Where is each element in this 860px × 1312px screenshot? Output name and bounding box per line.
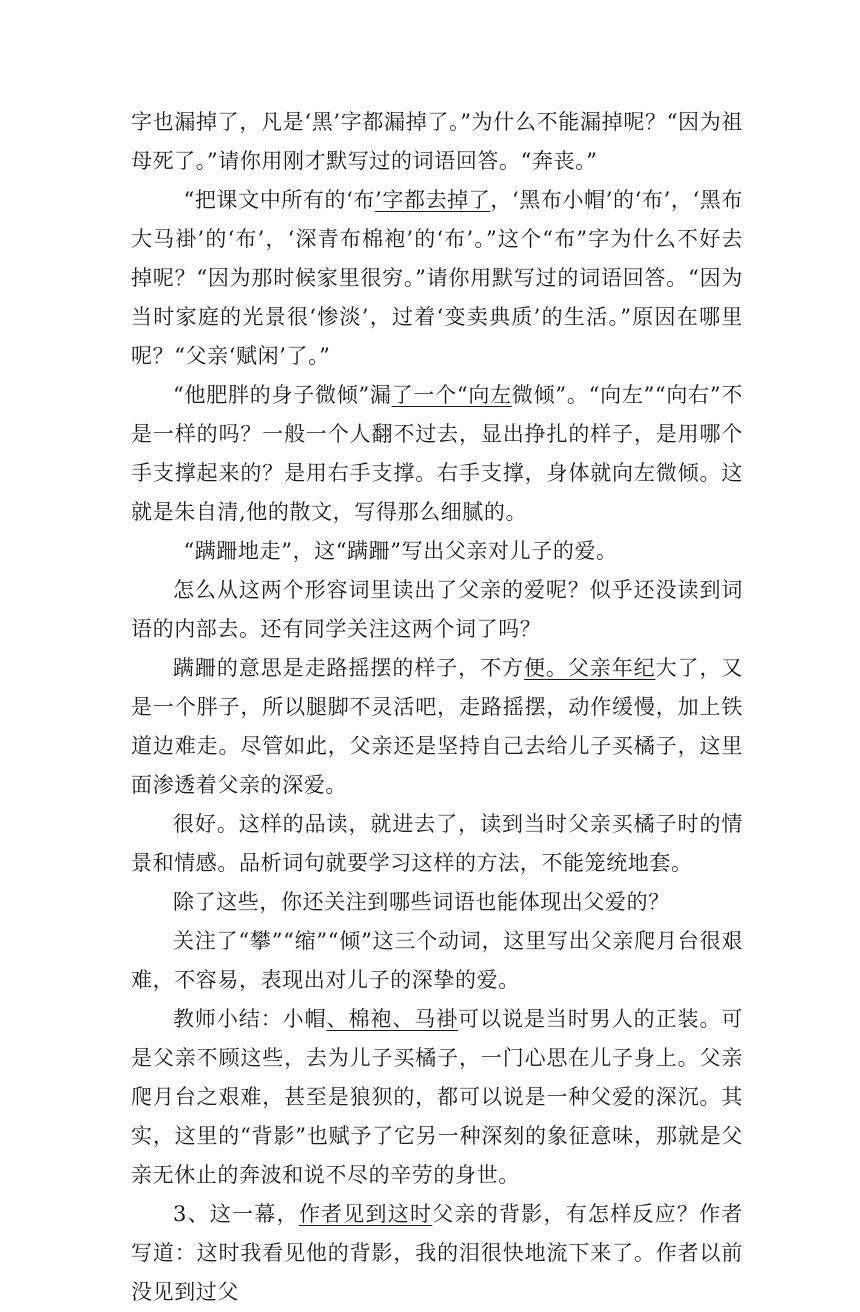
paragraph-text: 关注了“攀”“缩”“倾”这三个动词，这里写出父亲爬月台很艰难，不容易，表现出对儿子的深挚的爱。	[131, 929, 743, 992]
paragraph-1	[131, 103, 743, 181]
paragraph-7	[131, 805, 743, 883]
document-body	[131, 103, 743, 1312]
paragraph-text: 父亲的背影，有怎样反应？作者写道：这时我看见他的背影，我的泪很快地流下来了。作者以前没见到过父	[131, 1202, 743, 1304]
paragraph-text: 蹒跚的意思是走路摇摆的样子，不方	[173, 656, 524, 680]
paragraph-8	[131, 883, 743, 922]
paragraph-4	[131, 532, 743, 571]
paragraph-text: 教师小结：小帽	[173, 1007, 327, 1031]
paragraph-11	[131, 1195, 743, 1312]
underlined-text: ’字都去掉了	[375, 188, 491, 212]
paragraph-text: “把课文中所有的‘布	[183, 188, 376, 212]
paragraph-text: 大了，又是一个胖子，所以腿脚不灵活吧，走路摇摆，动作缓慢，加上铁道边难走。尽管如此，父亲还是坚持自己去给儿子买橘子，这里面渗透着父亲的深爱。	[131, 656, 743, 797]
paragraph-text: ，‘黑布小帽’的‘布’，‘黑布大马褂’的‘布’，‘深青布棉袍’的‘布’。”这个“布”字为什么不好去掉呢？“因为那时候家里很穷。”请你用默写过的词语回答。“因为当时家庭的光景很‘惨淡’，过着‘变卖典质’的生活。”原因在哪里呢？“父亲‘赋闲’了。”	[131, 188, 743, 368]
paragraph-text: 微倾”。“向左”“向右”不是一样的吗？一般一个人翻不过去，显出挣扎的样子，是用哪个手支撑起来的？是用右手支撑。右手支撑，身体就向左微倾。这就是朱自清,他的散文，写得那么细腻的。	[131, 383, 743, 524]
paragraph-text: 很好。这样的品读，就进去了，读到当时父亲买橘子时的情景和情感。品析词句就要学习这样的方法，不能笼统地套。	[131, 812, 743, 875]
paragraph-text: 怎么从这两个形容词里读出了父亲的爱呢？似乎还没读到词语的内部去。还有同学关注这两个词了吗？	[131, 578, 743, 641]
paragraph-text: “他肥胖的身子微倾”漏	[173, 383, 392, 407]
paragraph-9	[131, 922, 743, 1000]
paragraph-2	[131, 181, 743, 376]
paragraph-text: 可以说是当时男人的正装。可是父亲不顾这些，去为儿子买橘子，一门心思在儿子身上。父亲爬月台之艰难，甚至是狼狈的，都可以说是一种父爱的深沉。其实，这里的“背影”也赋予了它另一种深刻的象征意味，那就是父亲无休止的奔波和说不尽的辛劳的身世。	[131, 1007, 743, 1187]
paragraph-3	[131, 376, 743, 532]
underlined-text: 作者见到这时	[298, 1202, 433, 1226]
paragraph-5	[131, 571, 743, 649]
underlined-text: 便。父亲年纪	[523, 656, 656, 680]
underlined-text: 了一个“向左	[391, 383, 512, 407]
paragraph-text: 字也漏掉了，凡是‘黑’字都漏掉了。”为什么不能漏掉呢？“因为祖母死了。”请你用刚才默写过的词语回答。“奔丧。”	[131, 110, 743, 173]
paragraph-text: 除了这些，你还关注到哪些词语也能体现出父爱的？	[173, 890, 670, 914]
paragraph-text: 3、这一幕，	[173, 1202, 299, 1226]
paragraph-10	[131, 1000, 743, 1195]
paragraph-6	[131, 649, 743, 805]
paragraph-text: “蹒跚地走”，这“蹒跚”写出父亲对儿子的爱。	[183, 539, 618, 563]
underlined-text: 、棉袍、马褂	[326, 1007, 459, 1031]
